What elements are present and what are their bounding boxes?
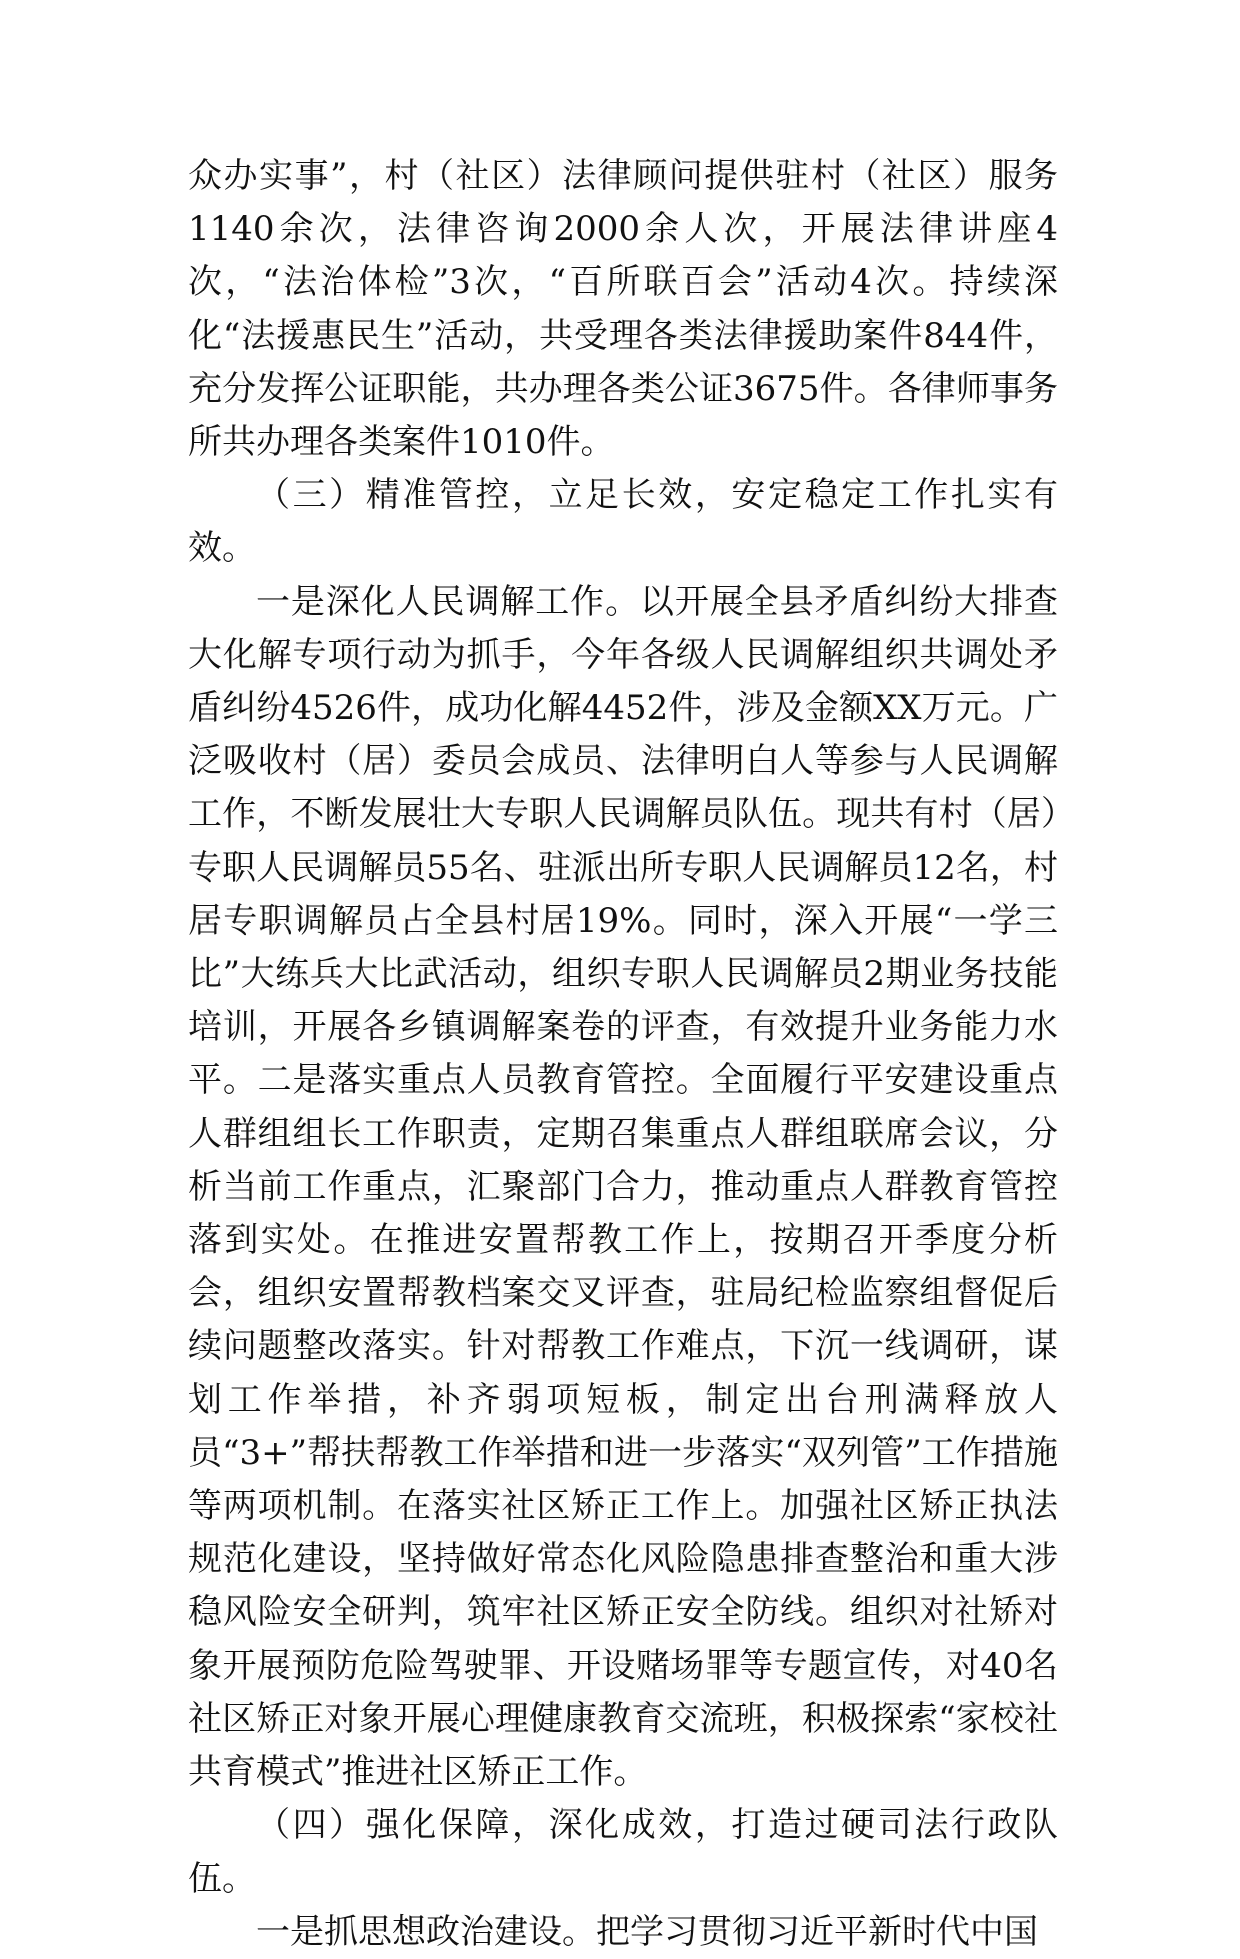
- paragraph-mediation-work: 一是深化人民调解工作。以开展全县矛盾纠纷大排查大化解专项行动为抓手，今年各级人民调解组织共调处矛盾纠纷4526件，成功化解4452件，涉及金额XX万元。广泛吸收村（居）委员会成员、法律明白人等参与人民调解工作，不断发展壮大专职人民调解员队伍。现共有村（居）专职人民调解员55名、驻派出所专职人民调解员12名，村居专职调解员占全县村居19%。同时，深入开展“一学三比”大练兵大比武活动，组织专职人民调解员2期业务技能培训，开展各乡镇调解案卷的评查，有效提升业务能力水平。二是落实重点人员教育管控。全面履行平安建设重点人群组组长工作职责，定期召集重点人群组联席会议，分析当前工作重点，汇聚部门合力，推动重点人群教育管控落到实处。在推进安置帮教工作上，按期召开季度分析会，组织安置帮教档案交叉评查，驻局纪检监察组督促后续问题整改落实。针对帮教工作难点，下沉一线调研，谋划工作举措，补齐弱项短板，制定出台刑满释放人员“3+”帮扶帮教工作举措和进一步落实“双列管”工作措施等两项机制。在落实社区矫正工作上。加强社区矫正执法规范化建设，坚持做好常态化风险隐患排查整治和重大涉稳风险安全研判，筑牢社区矫正安全防线。组织对社矫对象开展预防危险驾驶罪、开设赌场罪等专题宣传，对40名社区矫正对象开展心理健康教育交流班，积极探索“家校社共育模式”推进社区矫正工作。: [188, 581, 1058, 1793]
- section-heading-three: （三）精准管控，立足长效，安定稳定工作扎实有效。: [188, 475, 1058, 569]
- paragraph-political-building: 一是抓思想政治建设。把学习贯彻习近平新时代中国: [256, 1911, 1038, 1952]
- document-body: [188, 150, 1058, 1959]
- paragraph-continuation: 众办实事”，村（社区）法律顾问提供驻村（社区）服务1140余次，法律咨询2000余人次，开展法律讲座4次，“法治体检”3次，“百所联百会”活动4次。持续深化“法援惠民生”活动，共受理各类法律援助案件844件，充分发挥公证职能，共办理各类公证3675件。各律师事务所共办理各类案件1010件。: [188, 156, 1058, 463]
- section-heading-four: （四）强化保障，深化成效，打造过硬司法行政队伍。: [188, 1805, 1058, 1899]
